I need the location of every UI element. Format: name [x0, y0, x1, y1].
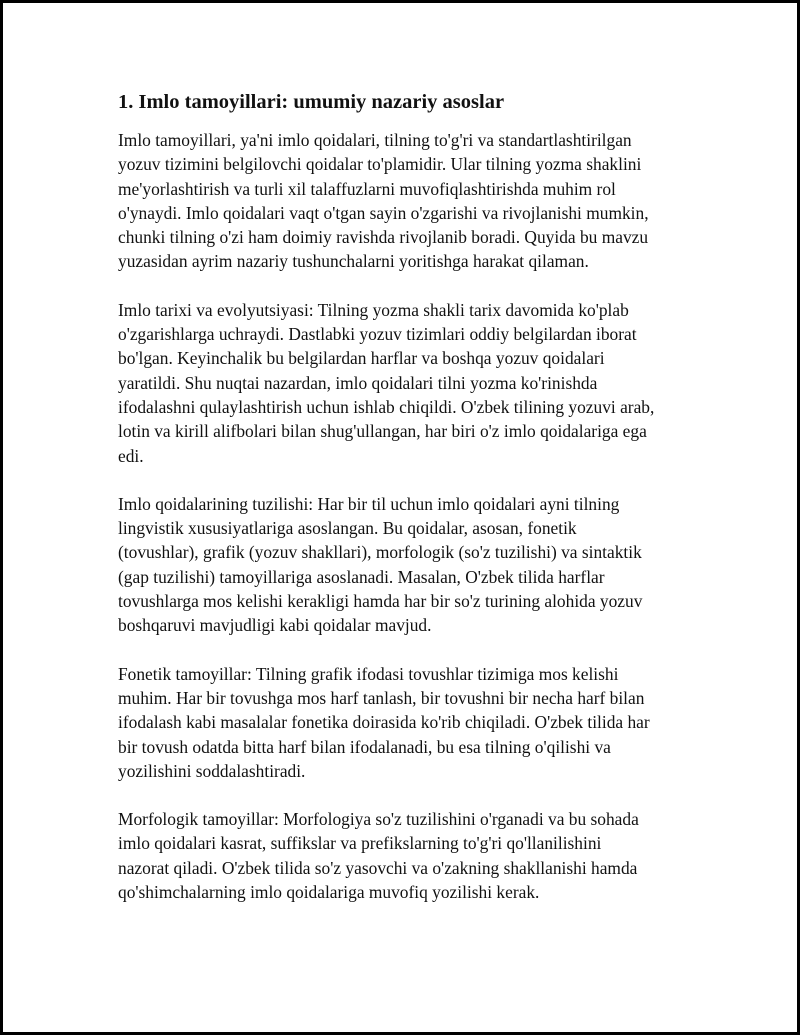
text-line: Morfologik tamoyillar: Morfologiya so'z tuzilishini o'rganadi va bu sohada	[118, 809, 639, 830]
text-line: me'yorlashtirish va turli xil talaffuzlarni muvofiqlashtirishda muhim rol	[118, 178, 616, 199]
text-line: yozilishini soddalashtiradi.	[118, 760, 306, 781]
text-line: Imlo qoidalarining tuzilishi: Har bir til uchun imlo qoidalari ayni tilning	[118, 493, 620, 514]
text-line: lingvistik xususiyatlariga asoslangan. Bu qoidalar, asosan, fonetik	[118, 518, 577, 539]
paragraph-phonetic	[118, 662, 686, 783]
text-line: boshqaruvi mavjudligi kabi qoidalar mavjud.	[118, 615, 432, 636]
text-line: (tovushlar), grafik (yozuv shakllari), morfologik (so'z tuzilishi) va sintaktik	[118, 542, 642, 563]
section-heading: 1. Imlo tamoyillari: umumiy nazariy asoslar	[118, 91, 505, 113]
text-line: chunki tilning o'zi ham doimiy ravishda rivojlanib boradi. Quyida bu mavzu	[118, 227, 649, 248]
text-line: Imlo tarixi va evolyutsiyasi: Tilning yozma shakli tarix davomida ko'plab	[118, 299, 629, 320]
text-line: ifodalash kabi masalalar fonetika doirasida ko'rib chiqiladi. O'zbek tilida har	[118, 712, 650, 733]
paragraph-history	[118, 298, 686, 468]
text-line: nazorat qiladi. O'zbek tilida so'z yasovchi va o'zakning shakllanishi hamda	[118, 857, 638, 878]
text-line: bo'lgan. Keyinchalik bu belgilardan harflar va boshqa yozuv qoidalari	[118, 348, 605, 369]
text-line: lotin va kirill alifbolari bilan shug'ullangan, har biri o'z imlo qoidalariga ega	[118, 421, 647, 442]
text-line: o'zgarishlarga uchraydi. Dastlabki yozuv tizimlari oddiy belgilardan iborat	[118, 324, 637, 345]
text-line: muhim. Har bir tovushga mos harf tanlash, bir tovushni bir necha harf bilan	[118, 687, 645, 708]
paragraph-structure	[118, 492, 686, 638]
text-line: (gap tuzilishi) tamoyillariga asoslanadi. Masalan, O'zbek tilida harflar	[118, 566, 605, 587]
text-line: bir tovush odatda bitta harf bilan ifodalanadi, bu esa tilning o'qilishi va	[118, 736, 611, 757]
text-line: Imlo tamoyillari, ya'ni imlo qoidalari, tilning to'g'ri va standartlashtirilgan	[118, 130, 632, 150]
text-line: qo'shimchalarning imlo qoidalariga muvofiq yozilishi kerak.	[118, 882, 540, 903]
text-line: edi.	[118, 445, 144, 466]
paragraph-morphological	[118, 807, 686, 904]
document-body	[118, 88, 686, 928]
text-line: yozuv tizimini belgilovchi qoidalar to'plamidir. Ular tilning yozma shaklini	[118, 154, 642, 175]
text-line: yuzasidan ayrim nazariy tushunchalarni yoritishga harakat qilaman.	[118, 251, 589, 272]
text-line: o'ynaydi. Imlo qoidalari vaqt o'tgan sayin o'zgarishi va rivojlanishi mumkin,	[118, 202, 649, 223]
text-line: imlo qoidalari kasrat, suffikslar va prefikslarning to'g'ri qo'llanilishini	[118, 833, 602, 854]
text-line: ifodalashni qulaylashtirish uchun ishlab chiqildi. O'zbek tilining yozuvi arab,	[118, 396, 655, 417]
text-line: tovushlarga mos kelishi kerakligi hamda har bir so'z turining alohida yozuv	[118, 591, 643, 612]
text-line: Fonetik tamoyillar: Tilning grafik ifodasi tovushlar tizimiga mos kelishi	[118, 663, 619, 684]
paragraph-intro	[118, 128, 686, 274]
text-line: yaratildi. Shu nuqtai nazardan, imlo qoidalari tilni yozma ko'rinishda	[118, 372, 598, 393]
